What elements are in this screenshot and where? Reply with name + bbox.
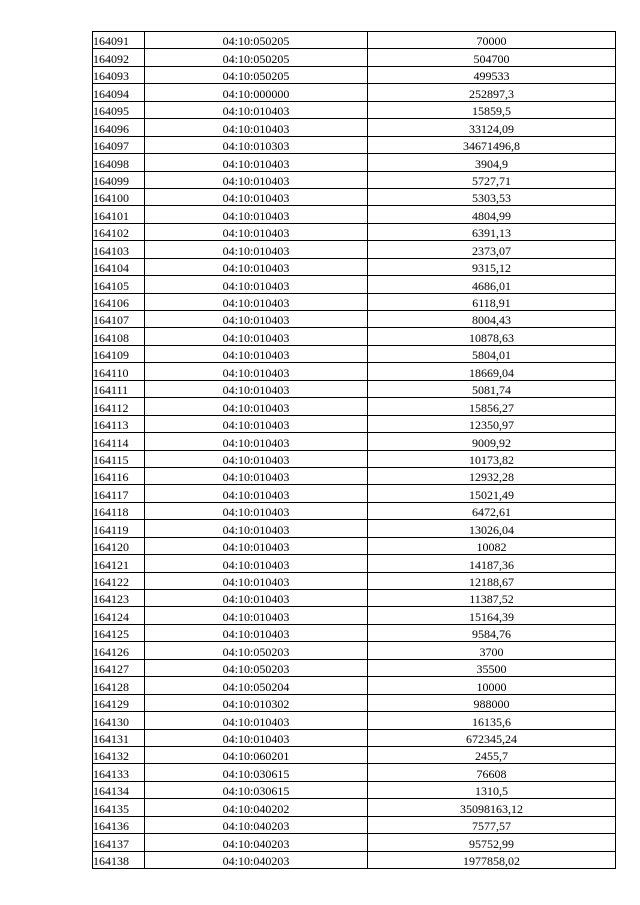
row-id-cell: 164129: [93, 694, 145, 711]
row-id-cell: 164100: [93, 188, 145, 205]
row-code-cell: 04:10:010302: [145, 694, 368, 711]
row-code-cell: 04:10:010403: [145, 590, 368, 607]
table-body: [93, 32, 616, 869]
row-code-cell: 04:10:030615: [145, 781, 368, 798]
table-row: [93, 642, 616, 659]
table-row: [93, 398, 616, 415]
table-row: [93, 572, 616, 589]
row-id-cell: 164106: [93, 293, 145, 310]
row-code-cell: 04:10:010403: [145, 729, 368, 746]
row-code-cell: 04:10:040203: [145, 816, 368, 833]
row-id-cell: 164130: [93, 712, 145, 729]
table-row: [93, 607, 616, 624]
table-row: [93, 223, 616, 240]
row-value-cell: 18669,04: [368, 363, 616, 380]
row-id-cell: 164125: [93, 624, 145, 641]
row-code-cell: 04:10:010403: [145, 293, 368, 310]
row-value-cell: 10878,63: [368, 328, 616, 345]
row-id-cell: 164092: [93, 49, 145, 66]
row-code-cell: 04:10:050204: [145, 677, 368, 694]
row-id-cell: 164124: [93, 607, 145, 624]
row-id-cell: 164103: [93, 241, 145, 258]
row-id-cell: 164099: [93, 171, 145, 188]
row-code-cell: 04:10:010403: [145, 154, 368, 171]
table-row: [93, 101, 616, 118]
table-row: [93, 624, 616, 641]
table-row: [93, 276, 616, 293]
row-id-cell: 164111: [93, 380, 145, 397]
row-code-cell: 04:10:050205: [145, 66, 368, 83]
row-value-cell: 4686,01: [368, 276, 616, 293]
row-value-cell: 5081,74: [368, 380, 616, 397]
table-row: [93, 136, 616, 153]
row-code-cell: 04:10:050205: [145, 49, 368, 66]
row-value-cell: 9009,92: [368, 433, 616, 450]
row-value-cell: 9584,76: [368, 624, 616, 641]
row-id-cell: 164091: [93, 32, 145, 49]
row-code-cell: 04:10:010403: [145, 171, 368, 188]
row-code-cell: 04:10:010403: [145, 119, 368, 136]
table-row: [93, 450, 616, 467]
row-code-cell: 04:10:010403: [145, 398, 368, 415]
row-value-cell: 34671496,8: [368, 136, 616, 153]
table-row: [93, 171, 616, 188]
row-id-cell: 164136: [93, 816, 145, 833]
row-code-cell: 04:10:030615: [145, 764, 368, 781]
row-id-cell: 164093: [93, 66, 145, 83]
row-id-cell: 164109: [93, 345, 145, 362]
row-value-cell: 12188,67: [368, 572, 616, 589]
row-value-cell: 95752,99: [368, 834, 616, 851]
row-code-cell: 04:10:010403: [145, 223, 368, 240]
table-row: [93, 694, 616, 711]
table-row: [93, 555, 616, 572]
row-id-cell: 164117: [93, 485, 145, 502]
row-value-cell: 9315,12: [368, 258, 616, 275]
row-id-cell: 164105: [93, 276, 145, 293]
row-value-cell: 5727,71: [368, 171, 616, 188]
table-row: [93, 345, 616, 362]
row-id-cell: 164134: [93, 781, 145, 798]
row-code-cell: 04:10:010403: [145, 537, 368, 554]
table-row: [93, 816, 616, 833]
row-value-cell: 1977858,02: [368, 851, 616, 868]
row-id-cell: 164115: [93, 450, 145, 467]
table-row: [93, 49, 616, 66]
table-row: [93, 746, 616, 763]
row-value-cell: 2373,07: [368, 241, 616, 258]
row-code-cell: 04:10:010403: [145, 467, 368, 484]
row-code-cell: 04:10:010403: [145, 380, 368, 397]
row-code-cell: 04:10:000000: [145, 84, 368, 101]
row-value-cell: 70000: [368, 32, 616, 49]
row-id-cell: 164135: [93, 799, 145, 816]
row-id-cell: 164102: [93, 223, 145, 240]
row-code-cell: 04:10:010403: [145, 363, 368, 380]
row-value-cell: 12932,28: [368, 467, 616, 484]
row-value-cell: 252897,3: [368, 84, 616, 101]
row-code-cell: 04:10:010403: [145, 433, 368, 450]
table-row: [93, 799, 616, 816]
table-row: [93, 712, 616, 729]
row-id-cell: 164107: [93, 311, 145, 328]
row-value-cell: 672345,24: [368, 729, 616, 746]
row-id-cell: 164137: [93, 834, 145, 851]
row-code-cell: 04:10:010403: [145, 572, 368, 589]
row-value-cell: 13026,04: [368, 520, 616, 537]
data-table: [92, 31, 616, 869]
row-id-cell: 164097: [93, 136, 145, 153]
row-id-cell: 164108: [93, 328, 145, 345]
table-row: [93, 467, 616, 484]
row-code-cell: 04:10:010403: [145, 415, 368, 432]
row-code-cell: 04:10:010403: [145, 555, 368, 572]
row-value-cell: 7577,57: [368, 816, 616, 833]
row-value-cell: 5804,01: [368, 345, 616, 362]
row-value-cell: 10000: [368, 677, 616, 694]
row-value-cell: 4804,99: [368, 206, 616, 223]
row-code-cell: 04:10:010403: [145, 345, 368, 362]
row-code-cell: 04:10:010403: [145, 206, 368, 223]
table-row: [93, 764, 616, 781]
row-code-cell: 04:10:050203: [145, 642, 368, 659]
row-value-cell: 15021,49: [368, 485, 616, 502]
row-code-cell: 04:10:010403: [145, 311, 368, 328]
row-value-cell: 10082: [368, 537, 616, 554]
row-id-cell: 164120: [93, 537, 145, 554]
row-value-cell: 6472,61: [368, 502, 616, 519]
row-code-cell: 04:10:010403: [145, 188, 368, 205]
row-id-cell: 164118: [93, 502, 145, 519]
table-row: [93, 520, 616, 537]
row-id-cell: 164132: [93, 746, 145, 763]
row-code-cell: 04:10:010403: [145, 607, 368, 624]
table-row: [93, 293, 616, 310]
row-id-cell: 164098: [93, 154, 145, 171]
table-row: [93, 415, 616, 432]
row-id-cell: 164096: [93, 119, 145, 136]
row-value-cell: 2455,7: [368, 746, 616, 763]
table-row: [93, 119, 616, 136]
table-row: [93, 206, 616, 223]
row-code-cell: 04:10:010403: [145, 712, 368, 729]
row-code-cell: 04:10:010403: [145, 502, 368, 519]
table-row: [93, 729, 616, 746]
row-id-cell: 164122: [93, 572, 145, 589]
row-code-cell: 04:10:010403: [145, 485, 368, 502]
row-value-cell: 10173,82: [368, 450, 616, 467]
row-value-cell: 988000: [368, 694, 616, 711]
row-id-cell: 164112: [93, 398, 145, 415]
row-value-cell: 16135,6: [368, 712, 616, 729]
row-id-cell: 164094: [93, 84, 145, 101]
table-row: [93, 380, 616, 397]
row-id-cell: 164116: [93, 467, 145, 484]
table-row: [93, 311, 616, 328]
row-value-cell: 8004,43: [368, 311, 616, 328]
table-row: [93, 781, 616, 798]
row-code-cell: 04:10:010403: [145, 258, 368, 275]
row-value-cell: 15859,5: [368, 101, 616, 118]
row-code-cell: 04:10:060201: [145, 746, 368, 763]
row-id-cell: 164101: [93, 206, 145, 223]
table-row: [93, 537, 616, 554]
row-code-cell: 04:10:040202: [145, 799, 368, 816]
row-code-cell: 04:10:010403: [145, 101, 368, 118]
table-row: [93, 188, 616, 205]
table-row: [93, 66, 616, 83]
row-code-cell: 04:10:040203: [145, 851, 368, 868]
row-id-cell: 164110: [93, 363, 145, 380]
row-id-cell: 164138: [93, 851, 145, 868]
row-value-cell: 35500: [368, 659, 616, 676]
row-value-cell: 6118,91: [368, 293, 616, 310]
row-code-cell: 04:10:010403: [145, 520, 368, 537]
row-code-cell: 04:10:010403: [145, 241, 368, 258]
table-row: [93, 241, 616, 258]
table-row: [93, 851, 616, 868]
row-value-cell: 5303,53: [368, 188, 616, 205]
row-value-cell: 1310,5: [368, 781, 616, 798]
row-code-cell: 04:10:010403: [145, 328, 368, 345]
row-value-cell: 3904,9: [368, 154, 616, 171]
table-row: [93, 834, 616, 851]
row-value-cell: 3700: [368, 642, 616, 659]
row-code-cell: 04:10:050205: [145, 32, 368, 49]
table-row: [93, 328, 616, 345]
row-id-cell: 164113: [93, 415, 145, 432]
row-id-cell: 164121: [93, 555, 145, 572]
table-row: [93, 590, 616, 607]
row-value-cell: 14187,36: [368, 555, 616, 572]
row-id-cell: 164131: [93, 729, 145, 746]
row-value-cell: 76608: [368, 764, 616, 781]
row-id-cell: 164127: [93, 659, 145, 676]
row-id-cell: 164114: [93, 433, 145, 450]
table-row: [93, 485, 616, 502]
row-id-cell: 164119: [93, 520, 145, 537]
table-row: [93, 433, 616, 450]
row-code-cell: 04:10:040203: [145, 834, 368, 851]
row-code-cell: 04:10:010403: [145, 276, 368, 293]
table-row: [93, 84, 616, 101]
row-value-cell: 6391,13: [368, 223, 616, 240]
table-row: [93, 363, 616, 380]
row-value-cell: 504700: [368, 49, 616, 66]
row-code-cell: 04:10:050203: [145, 659, 368, 676]
table-row: [93, 32, 616, 49]
row-value-cell: 11387,52: [368, 590, 616, 607]
table-row: [93, 154, 616, 171]
row-id-cell: 164095: [93, 101, 145, 118]
row-code-cell: 04:10:010403: [145, 624, 368, 641]
row-code-cell: 04:10:010303: [145, 136, 368, 153]
table-row: [93, 677, 616, 694]
table-row: [93, 659, 616, 676]
row-value-cell: 15856,27: [368, 398, 616, 415]
row-id-cell: 164128: [93, 677, 145, 694]
row-id-cell: 164123: [93, 590, 145, 607]
row-value-cell: 15164,39: [368, 607, 616, 624]
row-id-cell: 164126: [93, 642, 145, 659]
row-value-cell: 33124,09: [368, 119, 616, 136]
row-code-cell: 04:10:010403: [145, 450, 368, 467]
row-value-cell: 35098163,12: [368, 799, 616, 816]
row-value-cell: 12350,97: [368, 415, 616, 432]
row-id-cell: 164133: [93, 764, 145, 781]
row-id-cell: 164104: [93, 258, 145, 275]
table-row: [93, 258, 616, 275]
table-row: [93, 502, 616, 519]
row-value-cell: 499533: [368, 66, 616, 83]
